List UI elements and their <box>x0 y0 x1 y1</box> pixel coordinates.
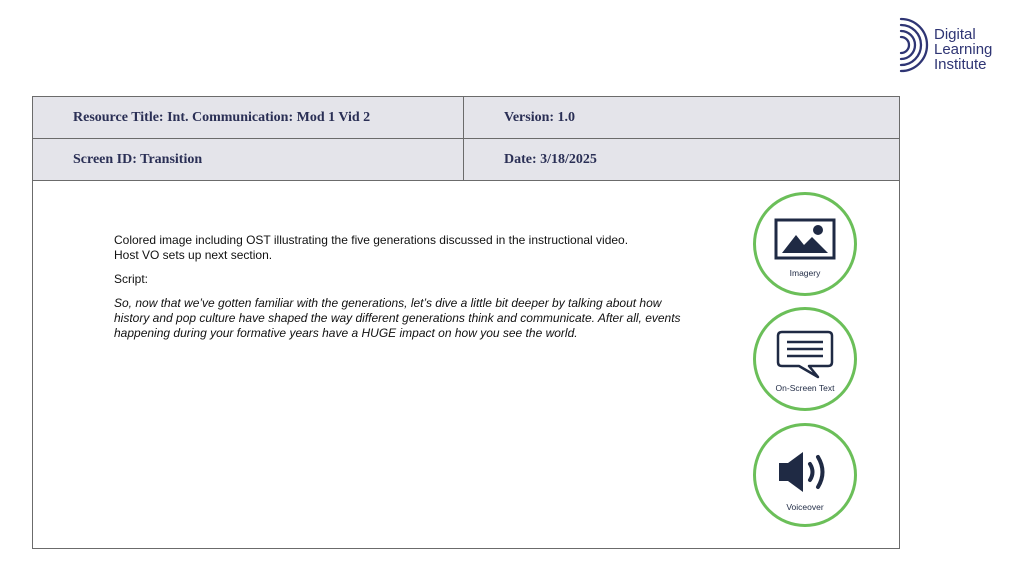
logo-line-3: Institute <box>934 56 987 73</box>
description-line-2: Host VO sets up next section. <box>114 248 273 262</box>
header-divider <box>463 97 464 181</box>
date: Date: 3/18/2025 <box>504 152 597 167</box>
storyboard-frame <box>32 96 900 549</box>
description-line-1: Colored image including OST illustrating the five generations discussed in the instructional video. <box>114 233 629 247</box>
logo-wordmark <box>934 27 992 72</box>
signal-arcs-icon <box>898 16 932 74</box>
resource-title: Resource Title: Int. Communication: Mod 1 Vid 2 <box>73 110 371 125</box>
screen-id: Screen ID: Transition <box>73 152 203 167</box>
image-icon <box>774 218 836 262</box>
content-body <box>114 233 684 341</box>
text-bubble-icon <box>775 328 835 380</box>
version: Version: 1.0 <box>504 110 576 125</box>
script-text: So, now that we’ve gotten familiar with the generations, let’s dive a little bit deeper by talking about how history and pop culture have shaped the way different generations think and communicate. After all, events happening during your formative years have a HUGE impact on how you see the world. <box>114 296 681 340</box>
voiceover-label: Voiceover <box>786 502 824 512</box>
voiceover-badge <box>753 423 857 527</box>
logo-line-2: Learning <box>934 41 993 58</box>
on-screen-text-label: On-Screen Text <box>775 383 835 393</box>
logo-line-1: Digital <box>934 26 976 43</box>
imagery-label: Imagery <box>789 268 821 278</box>
on-screen-text-badge <box>753 307 857 411</box>
digital-learning-institute-logo <box>898 16 1018 76</box>
speaker-icon <box>776 449 834 495</box>
script-label: Script: <box>114 272 149 286</box>
imagery-badge <box>753 192 857 296</box>
header-row-2 <box>33 139 899 181</box>
header-row-1 <box>33 97 899 139</box>
